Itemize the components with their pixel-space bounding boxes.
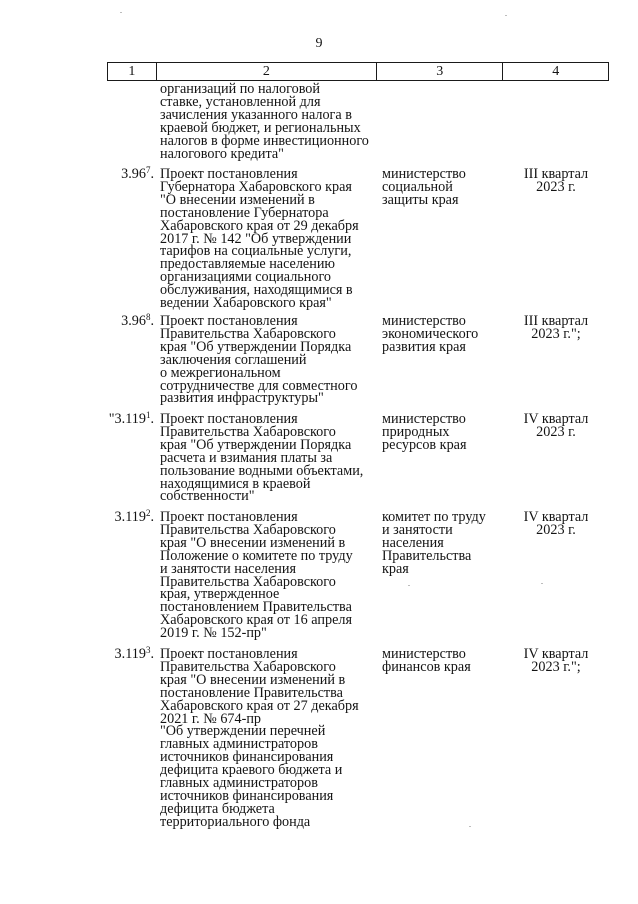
item-term: III квартал 2023 г.";: [523, 313, 589, 342]
item-responsible: министерство финансов края: [382, 646, 471, 675]
header-cell-3: 3: [376, 63, 503, 80]
item-term: III квартал 2023 г.: [523, 166, 589, 195]
scan-speck: [408, 585, 410, 586]
item-responsible: министерство природных ресурсов края: [382, 411, 467, 453]
item-title: Проект постановления Правительства Хабаровского края "Об утверждении Порядка расчета и взимания платы за пользование водными объектами, находящимися в краевой собственности": [160, 411, 364, 505]
item-term: IV квартал 2023 г.";: [523, 646, 589, 675]
item-responsible: министерство социальной защиты края: [382, 166, 466, 208]
item-title: Проект постановления Правительства Хабаровского края "Об утверждении Порядка заключения соглашений о межрегиональном сотрудничестве для совместного развития инфраструктуры": [160, 313, 358, 407]
header-cell-4: 4: [502, 63, 608, 80]
table-header-row: [107, 62, 609, 81]
item-term: IV квартал 2023 г.: [523, 411, 589, 440]
item-number: 3.96$^8$.: [121, 312, 154, 329]
scan-speck: [541, 583, 543, 584]
item-number: "3.119$^1$.: [108, 410, 154, 427]
item-number: 3.119$^3$.: [114, 645, 154, 662]
item-number: 3.96$^7$.: [121, 165, 154, 182]
item-number: 3.119$^2$.: [114, 508, 154, 525]
item-responsible: комитет по труду и занятости населения Правительства края: [382, 509, 486, 577]
item-responsible: министерство экономического развития края: [382, 313, 479, 355]
item-title: Проект постановления Правительства Хабаровского края "О внесении изменений в Положение о комитете по труду и занятости населения Правительства Хабаровского края, утвержденное постановлением Правительства Хабаровского края от 16 апреля 2019 г. № 152-пр": [160, 509, 353, 642]
item-title: Проект постановления Правительства Хабаровского края "О внесении изменений в постановление Правительства Хабаровского края от 27 декабря 2021 г. № 674-пр "Об утверждении перечней главных администраторов источников финансирования дефицита краевого бюджета и главных администраторов источников финансирования дефицита бюджета территориального фонда: [160, 646, 359, 830]
scan-speck: [505, 15, 507, 16]
continuation-text: организаций по налоговой ставке, установленной для зачисления указанного налога в краевой бюджет, и региональных налогов в форме инвестиционного налогового кредита": [160, 81, 369, 162]
header-cell-1: 1: [128, 64, 136, 79]
scan-speck: [120, 12, 122, 13]
item-title: Проект постановления Губернатора Хабаровского края "О внесении изменений в постановление Губернатора Хабаровского края от 29 декабря 2017 г. № 142 "Об утверждении тарифов на социальные услуги, предоставляемые населению организациями социального обслуживания, находящимися в ведении Хабаровского края": [160, 166, 359, 312]
item-term: IV квартал 2023 г.: [523, 509, 589, 538]
header-cell-2: 2: [156, 63, 376, 80]
page-number: 9: [315, 36, 323, 51]
scan-speck: [469, 826, 471, 827]
